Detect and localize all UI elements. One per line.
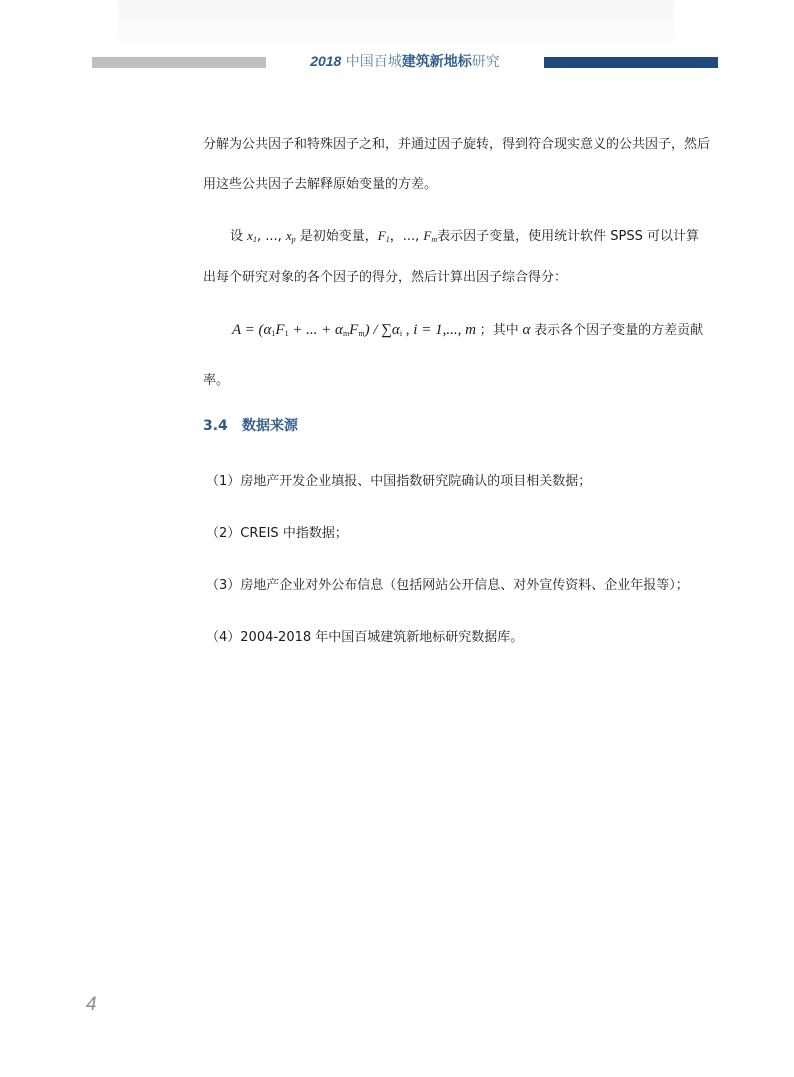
- header-title-part1: 中国百城: [341, 54, 402, 70]
- formula-wrap-line: 率。: [203, 373, 230, 388]
- section-title: 数据来源: [242, 418, 298, 434]
- paragraph-2-line-1: 设 $x_1$, ..., $x_p$ 是初始变量，$F_1$，..., $F_m$表示因子变量，使用统计软件 SPSS 可以计算: [230, 228, 700, 244]
- section-number: 3.4: [203, 418, 228, 434]
- alpha-symbol: α: [522, 322, 531, 338]
- list-item: （1）房地产开发企业填报、中国指数研究院确认的项目相关数据；: [206, 474, 592, 489]
- running-header: [266, 51, 544, 72]
- paragraph-1-line-1: 分解为公共因子和特殊因子之和，并通过因子旋转，得到符合现实意义的公共因子，然后: [203, 137, 711, 152]
- list-item: （2）CREIS 中指数据；: [206, 526, 348, 541]
- list-item: （4）2004-2018 年中国百城建筑新地标研究数据库。: [206, 630, 524, 645]
- page-number: 4: [86, 994, 97, 1015]
- header-gray-bar: [92, 57, 266, 68]
- header-shade: [118, 0, 674, 44]
- section-heading: [203, 415, 298, 435]
- var-fm: $F_m$: [423, 228, 438, 244]
- composite-score-formula: $A = (\alpha_1F_1$ + ... + $\alpha_mF_m) / \sum\alpha_i$ , i = 1,..., m ；其中 α 表示各个因子变量的方差贡献: [232, 322, 704, 338]
- var-x1: $x_1$: [247, 228, 257, 244]
- index-range: i = 1,..., m: [413, 322, 476, 338]
- paragraph-1-line-2: 用这些公共因子去解释原始变量的方差。: [203, 177, 438, 192]
- header-year: 2018: [310, 53, 342, 69]
- header-blue-bar: [544, 57, 718, 68]
- header-title-part2: 研究: [471, 54, 500, 70]
- header-title-bold: 建筑新地标: [401, 54, 472, 70]
- paragraph-2-line-2: 出每个研究对象的各个因子的得分，然后计算出因子综合得分：: [203, 270, 568, 285]
- var-xp: $x_p$: [285, 228, 296, 244]
- var-f1: $F_1$: [377, 228, 390, 244]
- list-item: （3）房地产企业对外公布信息（包括网站公开信息、对外宣传资料、企业年报等）；: [206, 578, 689, 593]
